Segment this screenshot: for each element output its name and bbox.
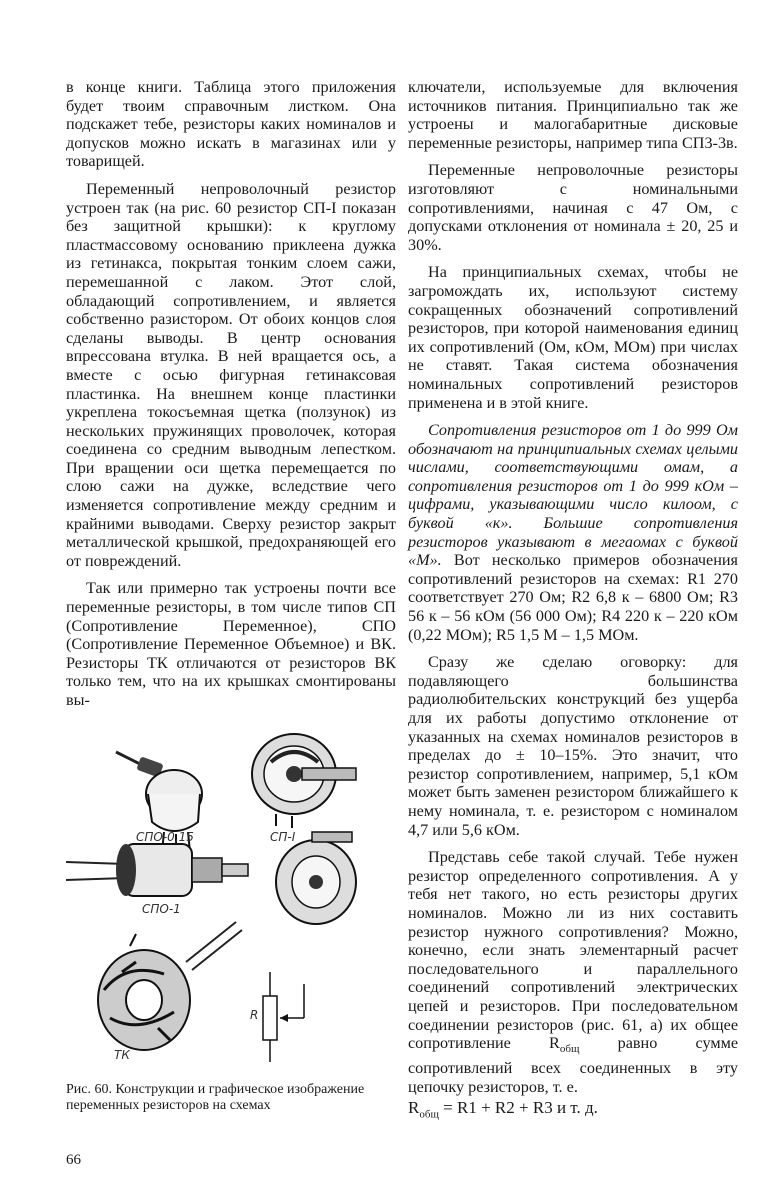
notation-rule-italic: Сопротивления резисторов от 1 до 999 Ом обозначают на принципиальных схемах целыми числами, соответствующими омам, а сопротивления резисторов от 1 до 999 кОм – цифрами, указывающими число килоом, с буквой «к». Большие сопротивления резисторов указывают в мегаомах с буквой «М». [408, 421, 738, 570]
left-paragraph-1: в конце книги. Таблица этого приложения будет твоим справочным листком. Она подскажет тебе, резисторы каких номиналов и допусков можно искать в магазинах или у товарищей. [66, 78, 396, 171]
label-spo-1: СПО-1 [142, 902, 181, 916]
formula-lhs: R [408, 1098, 420, 1117]
notation-examples: Вот несколько примеров обозначения сопротивлений резисторов на схемах: R1 270 соответствует 270 Ом; R2 6,8 к – 6800 Ом; R3 56 к – 56 кОм (56 000 Ом); R4 220 к – 220 кОм (0,22 МОм); R5 1,5 М – 1,5 МОм. [408, 551, 739, 644]
right-paragraph-4 [408, 421, 738, 644]
series-text: Представь себе такой случай. Тебе нужен резистор определенного сопротивления. А у тебя нет такого, но есть резисторы других номиналов. Можно ли из них составить резистор нужного сопротивления? Можно, конечно, если знать элементарный расчет последовательного и параллельного соединений сопротивлений электрических цепей и резисторов. При последовательном соединении резисторов (рис. 61, а) их общее сопротивление R [408, 848, 738, 1053]
label-r: R [250, 1008, 259, 1022]
sp1-resistor-drawing [252, 734, 356, 828]
spo-1-resistor-drawing [66, 844, 248, 896]
figure-60 [66, 722, 396, 1074]
resistor-illustrations [66, 722, 396, 1074]
left-paragraph-3: Так или примерно так устроены почти все переменные резисторы, в том числе типов СП (Сопротивление Переменное), СПО (Сопротивление Переменное Объемное) и ВК. Резисторы ТК отличаются от резисторов ВК только тем, что на их крышках смонтированы вы- [66, 579, 396, 709]
right-paragraph-2: Переменные непроволочные резисторы изготовляют с номинальными сопротивлениями, начиная с 47 Ом, с допусками отклонения от номинала ± 20, 25 и 30%. [408, 161, 738, 254]
right-column [408, 78, 738, 1105]
label-spo-015: СПО-0,15 [136, 830, 194, 844]
series-text-end: равно сумме сопротивлений всех соединенных в эту цепочку резисторов, т. е. [408, 1034, 738, 1096]
series-subscript: общ [559, 1043, 580, 1056]
figure-caption: Рис. 60. Конструкции и графическое изображение переменных резисторов на схемах [66, 1082, 365, 1113]
right-paragraph-5: Сразу же сделаю оговорку: для подавляющего большинства радиолюбительских конструкций без ущерба для их работы допустимо отклонение от указанных на схемах номиналов резисторов в пределах до ± 10–15%. Это значит, что резистор сопротивлением, например, 5,1 кОм может быть заменен резистором ближайшего к нему номинала, т. е. резистором с номиналом 4,7 или 5,6 кОм. [408, 653, 738, 839]
left-paragraph-2: Переменный непроволочный резистор устроен так (на рис. 60 резистор СП-I показан без защитной крышки): к круглому пластмассовому основанию приклеена дужка из гетинакса, покрытая тонким слоем сажи, перемешанной с лаком. Этот слой, обладающий сопротивлением, и является собственно разистором. От обоих концов слоя сделаны выводы. В центр основания впрессована втулка. В ней вращается ось, а вместе с осью фигурная гетинаксовая пластинка. На внешнем конце пластинки укреплена токосъемная щетка (ползунок) из нескольких пружинящих проволочек, которая соединена со средним выводным лепестком. При вращении оси щетка перемещается по слою сажи на дужке, вследствие чего изменяется сопротивление между средним и крайними выводами. Сверху резистор закрыт металлической крышкой, предохраняющей его от повреждений. [66, 179, 396, 570]
series-formula [408, 1098, 598, 1120]
right-paragraph-6 [408, 848, 738, 1096]
formula-lhs-subscript: общ [419, 1108, 439, 1121]
formula-rhs: = R1 + R2 + R3 и т. д. [438, 1098, 598, 1117]
tk-resistor-drawing [98, 922, 242, 1050]
page-number: 66 [66, 1152, 81, 1168]
variable-resistor-symbol [263, 972, 304, 1062]
label-sp1: СП-I [270, 830, 296, 844]
sp-disc-drawing [276, 832, 356, 924]
right-paragraph-1: ключатели, используемые для включения источников питания. Принципиально так же устроены и малогабаритные дисковые переменные резисторы, например типа СП3-3в. [408, 78, 738, 152]
right-paragraph-3: На принципиальных схемах, чтобы не загромождать их, используют систему сокращенных обозначений сопротивлений резисторов, при которой наименования единиц их сопротивлений (Ом, кОм, МОм) при числах не ставят. Такая система обозначения номинальных сопротивлений резисторов применена и в этой книге. [408, 263, 738, 412]
label-tk: ТК [114, 1048, 130, 1062]
left-column [66, 78, 396, 719]
